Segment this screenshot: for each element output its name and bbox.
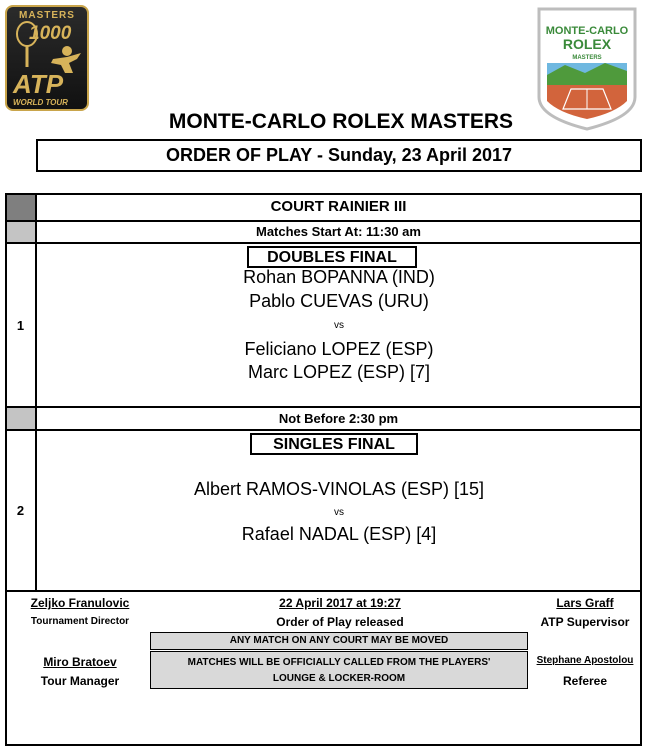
order-of-play-title: ORDER OF PLAY - Sunday, 23 April 2017 xyxy=(36,139,642,172)
tour-manager-role: Tour Manager xyxy=(40,674,120,688)
logo-atp-text: ATP xyxy=(13,69,64,99)
event-label: SINGLES FINAL xyxy=(250,433,418,455)
atp-supervisor-role: ATP Supervisor xyxy=(540,615,630,629)
notice-called-line2: LOUNGE & LOCKER-ROOM xyxy=(272,673,406,684)
not-before-row-cell xyxy=(7,408,35,429)
logo-1000-text: 1000 xyxy=(29,23,72,44)
player-name: Pablo CUEVAS (URU) xyxy=(249,291,429,311)
logo-masters-text: MASTERS xyxy=(19,10,75,21)
logo-line1: MONTE-CARLO xyxy=(545,25,629,37)
player-name: Marc LOPEZ (ESP) [7] xyxy=(247,362,431,382)
atp-masters-1000-logo xyxy=(5,5,89,111)
player-name: Rafael NADAL (ESP) [4] xyxy=(241,524,437,544)
vs-label: vs xyxy=(334,507,344,518)
event-label: DOUBLES FINAL xyxy=(247,246,417,268)
player-name: Rohan BOPANNA (IND) xyxy=(243,267,435,287)
referee-name: Stephane Apostolou xyxy=(536,655,634,666)
notice-moved: ANY MATCH ON ANY COURT MAY BE MOVED xyxy=(150,632,528,650)
court-name: COURT RAINIER III xyxy=(270,198,407,215)
logo-world-tour-text: WORLD TOUR xyxy=(13,98,68,107)
release-label: Order of Play released xyxy=(276,615,404,629)
notice-called-line1: MATCHES WILL BE OFFICIALLY CALLED FROM THE PLAYERS' xyxy=(187,657,491,668)
release-timestamp: 22 April 2017 at 19:27 xyxy=(279,596,401,610)
match-number: 1 xyxy=(16,318,25,333)
start-time: Matches Start At: 11:30 am xyxy=(256,224,421,239)
start-row-cell xyxy=(7,222,35,242)
tournament-title: MONTE-CARLO ROLEX MASTERS xyxy=(168,110,514,133)
notice-called xyxy=(150,651,528,689)
vs-label: vs xyxy=(334,320,344,331)
tournament-director-name: Zeljko Franulovic xyxy=(30,596,130,610)
player-name: Albert RAMOS-VINOLAS (ESP) [15] xyxy=(193,479,485,499)
tournament-director-role: Tournament Director xyxy=(30,616,130,627)
atp-supervisor-name: Lars Graff xyxy=(556,596,614,610)
corner-cell xyxy=(7,195,35,220)
tour-manager-name: Miro Bratoev xyxy=(43,655,117,669)
match-number: 2 xyxy=(16,503,25,518)
logo-line2: ROLEX xyxy=(562,36,612,52)
not-before-time: Not Before 2:30 pm xyxy=(278,411,399,426)
referee-role: Referee xyxy=(562,674,608,688)
logo-line3: MASTERS xyxy=(572,55,602,61)
player-name: Feliciano LOPEZ (ESP) xyxy=(244,339,434,359)
